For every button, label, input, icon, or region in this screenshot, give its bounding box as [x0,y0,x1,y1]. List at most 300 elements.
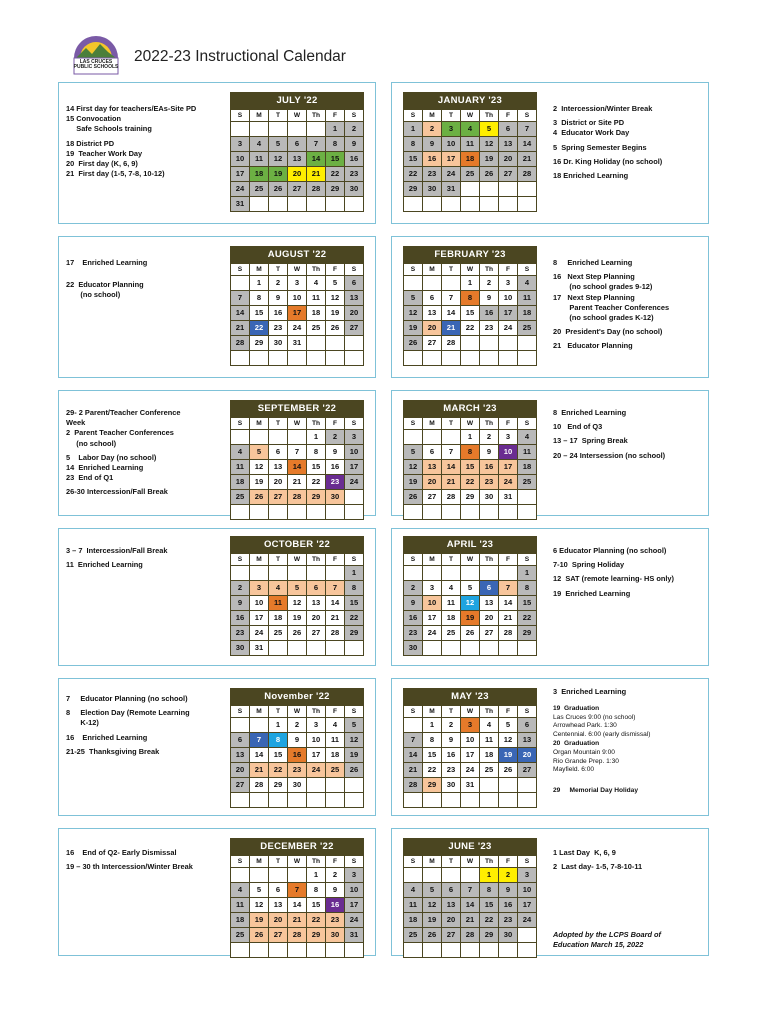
calendar-day: 18 [442,611,460,625]
calendar-day: 11 [231,898,249,912]
calendar-empty-cell [461,641,479,655]
calendar-empty-cell [518,351,536,365]
calendar-day: 6 [423,445,441,459]
calendar-empty-cell [345,505,363,519]
calendar-day: 13 [307,596,325,610]
calendar-day: 18 [269,611,287,625]
calendar-grid [404,553,536,655]
calendar-grid [231,263,363,365]
notes-left-row-1 [66,104,226,179]
calendar-empty-cell [442,197,460,211]
calendar-right-row-3 [403,400,537,520]
calendar-note: 2 Last day- 1-5, 7-8-10-11 [553,862,643,872]
calendar-right-row-6 [403,838,537,958]
calendar-grid [231,705,363,807]
calendar-empty-cell [288,122,306,136]
calendar-note: 16 Next Step Planning [553,272,635,282]
calendar-day: 13 [480,596,498,610]
weekday-header: S [404,418,422,429]
weekday-header: M [423,264,441,275]
weekday-header: S [404,554,422,565]
calendar-empty-cell [518,641,536,655]
calendar-day: 19 [404,475,422,489]
calendar-day: 24 [345,475,363,489]
calendar-day: 20 [307,611,325,625]
calendar-month-title: SEPTEMBER '22 [257,403,337,414]
weekday-header: S [231,856,249,867]
calendar-day: 6 [288,137,306,151]
calendar-empty-cell [461,793,479,807]
weekday-header: S [345,110,363,121]
calendar-day: 11 [404,898,422,912]
weekday-header: M [250,418,268,429]
calendar-empty-cell [250,351,268,365]
calendar-day: 8 [404,137,422,151]
calendar-note: 29- 2 Parent/Teacher Conference [66,408,181,417]
calendar-day: 15 [423,748,441,762]
calendar-empty-cell [269,351,287,365]
calendar-empty-cell [288,868,306,882]
calendar-day: 23 [499,913,517,927]
calendar-day: 2 [480,430,498,444]
calendar-day: 14 [404,748,422,762]
calendar-grid [404,263,536,365]
calendar-day: 8 [250,291,268,305]
calendar-empty-cell [518,793,536,807]
calendar-empty-cell [423,793,441,807]
weekday-header: F [326,554,344,565]
calendar-day: 4 [231,883,249,897]
calendar-day: 15 [250,306,268,320]
calendar-day: 7 [288,883,306,897]
calendar-day: 30 [404,641,422,655]
weekday-header: S [404,110,422,121]
calendar-note: 16 Enriched Learning [66,732,148,742]
may-note-grad2-line: Organ Mountain 9:00 [553,748,615,756]
calendar-empty-cell [499,778,517,792]
calendar-day: 5 [345,718,363,732]
weekday-header: T [269,554,287,565]
calendar-day: 18 [518,306,536,320]
calendar-note: 11 Enriched Learning [66,560,143,570]
calendar-empty-cell [326,336,344,350]
calendar-day: 15 [269,748,287,762]
calendar-day: 10 [345,445,363,459]
calendar-note: 12 SAT (remote learning- HS only) [553,574,675,584]
calendar-day: 22 [250,321,268,335]
calendar-day: 15 [461,306,479,320]
calendar-empty-cell [442,276,460,290]
calendar-empty-cell [499,943,517,957]
calendar-day: 17 [231,167,249,181]
calendar-day: 2 [442,718,460,732]
calendar-day: 16 [288,748,306,762]
calendar-day: 3 [442,122,460,136]
calendar-empty-cell [461,197,479,211]
calendar-day: 28 [461,928,479,942]
calendar-day: 6 [269,445,287,459]
calendar-empty-cell [250,505,268,519]
calendar-note: 7-10 Spring Holiday [553,560,625,570]
calendar-note: 3 – 7 Intercession/Fall Break [66,546,168,555]
calendar-day: 4 [518,276,536,290]
calendar-empty-cell [288,566,306,580]
calendar-day: 14 [326,596,344,610]
calendar-empty-cell [518,490,536,504]
calendar-empty-cell [480,793,498,807]
calendar-empty-cell [231,793,249,807]
calendar-day: 8 [269,733,287,747]
calendar-day: 26 [423,928,441,942]
calendar-day: 2 [499,868,517,882]
calendar-day: 3 [499,430,517,444]
calendar-left-row-2 [230,246,364,366]
calendar-day: 10 [345,883,363,897]
calendar-day: 14 [442,306,460,320]
calendar-right-row-2 [403,246,537,366]
calendar-day: 22 [461,321,479,335]
calendar-day: 14 [499,596,517,610]
calendar-note: 2 Parent Teacher Conferences [66,428,174,438]
calendar-day: 15 [480,898,498,912]
may-note-graduation-20: 20 Graduation [553,739,600,747]
calendar-empty-cell [250,868,268,882]
calendar-note: Safe Schools training [66,124,152,134]
calendar-note: 20 – 24 Intersession (no school) [553,450,666,460]
weekday-header: F [326,706,344,717]
weekday-header: Th [480,856,498,867]
calendar-empty-cell [307,778,325,792]
calendar-day: 7 [499,581,517,595]
calendar-day: 12 [404,306,422,320]
header [70,28,470,80]
calendar-day: 25 [518,475,536,489]
calendar-empty-cell [326,943,344,957]
calendar-day: 4 [250,137,268,151]
calendar-month-title: MAY '23 [451,691,489,702]
calendar-day: 30 [345,182,363,196]
calendar-empty-cell [423,566,441,580]
weekday-header: M [423,554,441,565]
calendar-day: 14 [461,898,479,912]
calendar-day: 26 [404,336,422,350]
calendar-empty-cell [307,197,325,211]
calendar-empty-cell [499,641,517,655]
calendar-empty-cell [307,505,325,519]
may-note-enriched: 3 Enriched Learning [553,687,627,696]
calendar-day: 10 [499,445,517,459]
calendar-day: 24 [518,913,536,927]
calendar-day: 24 [423,626,441,640]
calendar-grid [404,417,536,519]
calendar-day: 31 [345,928,363,942]
calendar-day: 3 [345,430,363,444]
calendar-day: 11 [518,445,536,459]
calendar-day: 8 [518,581,536,595]
calendar-empty-cell [442,566,460,580]
weekday-header: S [518,418,536,429]
calendar-day: 29 [404,182,422,196]
calendar-left-row-3 [230,400,364,520]
lcps-logo [70,28,122,76]
calendar-day: 25 [442,626,460,640]
weekday-header: M [250,706,268,717]
calendar-day: 27 [480,626,498,640]
calendar-day: 9 [423,137,441,151]
calendar-day: 7 [442,445,460,459]
calendar-day: 6 [307,581,325,595]
weekday-header: Th [307,110,325,121]
calendar-day: 1 [250,276,268,290]
calendar-day: 20 [499,152,517,166]
calendar-empty-cell [461,566,479,580]
weekday-header: Th [307,264,325,275]
calendar-day: 22 [307,913,325,927]
may-note-grad1-line: Centennial. 6:00 (early dismissal) [553,731,651,739]
calendar-day: 10 [518,883,536,897]
calendar-day: 20 [288,167,306,181]
calendar-day: 28 [250,778,268,792]
calendar-day: 21 [461,913,479,927]
calendar-day: 21 [250,763,268,777]
calendar-day: 30 [326,490,344,504]
weekday-header: S [518,264,536,275]
calendar-day: 3 [518,868,536,882]
calendar-empty-cell [250,566,268,580]
calendar-empty-cell [499,793,517,807]
calendar-empty-cell [518,928,536,942]
weekday-header: T [442,418,460,429]
calendar-day: 13 [269,898,287,912]
calendar-day: 26 [269,182,287,196]
calendar-day: 20 [423,475,441,489]
calendar-day: 5 [423,883,441,897]
weekday-header: Th [480,554,498,565]
calendar-day: 5 [480,122,498,136]
calendar-note: 3 District or Site PD [553,118,625,128]
calendar-day: 17 [461,748,479,762]
calendar-day: 29 [307,490,325,504]
calendar-month-title: JUNE '23 [448,841,492,852]
calendar-day: 13 [269,460,287,474]
calendar-left-row-4 [230,536,364,656]
calendar-day: 17 [288,306,306,320]
weekday-header: W [461,706,479,717]
calendar-day: 24 [288,321,306,335]
weekday-header: M [250,554,268,565]
calendar-day: 25 [269,626,287,640]
calendar-empty-cell [307,641,325,655]
calendar-day: 28 [288,490,306,504]
calendar-day: 2 [480,276,498,290]
calendar-note: 23 End of Q1 [66,473,114,483]
calendar-day: 11 [480,733,498,747]
calendar-day: 29 [269,778,287,792]
calendar-day: 7 [326,581,344,595]
weekday-header: T [269,264,287,275]
calendar-note: 21-25 Thanksgiving Break [66,746,160,756]
calendar-note: 10 End of Q3 [553,422,603,432]
calendar-day: 18 [461,152,479,166]
calendar-empty-cell [480,182,498,196]
calendar-day: 18 [250,167,268,181]
weekday-header: S [404,264,422,275]
calendar-note: 21 First day (1-5, 7-8, 10-12) [66,169,165,179]
calendar-day: 24 [499,321,517,335]
calendar-day: 12 [326,291,344,305]
calendar-empty-cell [423,430,441,444]
calendar-day: 2 [326,868,344,882]
calendar-day: 17 [307,748,325,762]
calendar-day: 23 [480,321,498,335]
calendar-day: 24 [307,763,325,777]
calendar-empty-cell [269,505,287,519]
calendar-day: 29 [423,778,441,792]
weekday-header: T [269,706,287,717]
calendar-day: 7 [307,137,325,151]
calendar-day: 24 [499,475,517,489]
calendar-day: 2 [231,581,249,595]
calendar-day: 14 [518,137,536,151]
calendar-day: 9 [442,733,460,747]
calendar-day: 2 [288,718,306,732]
weekday-header: W [461,110,479,121]
calendar-day: 9 [480,445,498,459]
calendar-empty-cell [499,505,517,519]
calendar-day: 11 [307,291,325,305]
calendar-day: 26 [326,321,344,335]
calendar-day: 16 [269,306,287,320]
calendar-day: 17 [345,898,363,912]
notes-left-row-4 [66,546,226,570]
calendar-day: 8 [345,581,363,595]
calendar-note: 7 Educator Planning (no school) [66,694,188,703]
calendar-day: 13 [499,137,517,151]
calendar-note: Week [66,418,86,428]
calendar-empty-cell [442,641,460,655]
calendar-day: 10 [250,596,268,610]
calendar-empty-cell [480,778,498,792]
calendar-day: 23 [326,913,344,927]
calendar-day: 23 [269,321,287,335]
calendar-empty-cell [326,566,344,580]
weekday-header: M [423,856,441,867]
calendar-note: 5 Spring Semester Begins [553,142,647,152]
weekday-header: W [461,418,479,429]
calendar-day: 6 [269,883,287,897]
calendar-day: 5 [499,718,517,732]
calendar-note: K-12) [66,718,99,728]
weekday-header: W [288,554,306,565]
calendar-day: 6 [518,718,536,732]
calendar-day: 21 [326,611,344,625]
calendar-day: 14 [288,898,306,912]
calendar-day: 1 [307,430,325,444]
calendar-day: 11 [442,596,460,610]
adopted-note: Adopted by the LCPS Board of Education March 15, 2022 [553,930,661,950]
calendar-day: 26 [345,763,363,777]
calendar-day: 9 [404,596,422,610]
weekday-header: S [518,706,536,717]
calendar-note: 20 First day (K, 6, 9) [66,159,138,169]
calendar-empty-cell [231,868,249,882]
weekday-header: Th [307,554,325,565]
calendar-grid [404,705,536,807]
calendar-note: 17 Enriched Learning [66,258,148,267]
calendar-grid [231,855,363,957]
calendar-day: 27 [423,490,441,504]
calendar-day: 26 [404,490,422,504]
calendar-day: 22 [307,475,325,489]
calendar-day: 2 [345,122,363,136]
calendar-day: 25 [307,321,325,335]
calendar-day: 19 [250,913,268,927]
calendar-day: 17 [518,898,536,912]
weekday-header: S [518,110,536,121]
notes-right-row-1 [553,104,705,181]
calendar-empty-cell [404,197,422,211]
calendar-day: 9 [326,883,344,897]
calendar-day: 4 [269,581,287,595]
calendar-day: 16 [404,611,422,625]
calendar-day: 13 [518,733,536,747]
calendar-day: 22 [518,611,536,625]
calendar-empty-cell [480,566,498,580]
calendar-day: 19 [499,748,517,762]
calendar-day: 19 [326,306,344,320]
calendar-day: 7 [231,291,249,305]
calendar-day: 22 [423,763,441,777]
calendar-empty-cell [288,351,306,365]
calendar-day: 7 [404,733,422,747]
calendar-empty-cell [269,430,287,444]
may-note-grad2-line: Mayfield. 6:00 [553,766,595,774]
calendar-day: 27 [345,321,363,335]
weekday-header: F [499,706,517,717]
calendar-day: 28 [442,336,460,350]
calendar-day: 3 [307,718,325,732]
weekday-header: S [345,856,363,867]
calendar-empty-cell [423,505,441,519]
calendar-day: 30 [269,336,287,350]
calendar-day: 12 [499,733,517,747]
calendar-day: 13 [231,748,249,762]
calendar-day: 14 [442,460,460,474]
calendar-day: 14 [231,306,249,320]
calendar-day: 28 [499,626,517,640]
calendar-right-row-4 [403,536,537,656]
calendar-day: 31 [499,490,517,504]
calendar-day: 8 [307,445,325,459]
calendar-day: 14 [288,460,306,474]
calendar-empty-cell [250,718,268,732]
calendar-empty-cell [269,793,287,807]
calendar-day: 23 [288,763,306,777]
calendar-day: 3 [423,581,441,595]
calendar-empty-cell [461,943,479,957]
weekday-header: M [250,264,268,275]
calendar-day: 12 [269,152,287,166]
calendar-day: 4 [326,718,344,732]
calendar-empty-cell [423,943,441,957]
calendar-day: 26 [250,928,268,942]
calendar-day: 25 [461,167,479,181]
calendar-empty-cell [307,351,325,365]
calendar-empty-cell [404,430,422,444]
calendar-day: 27 [269,928,287,942]
calendar-day: 25 [231,490,249,504]
weekday-header: S [518,856,536,867]
